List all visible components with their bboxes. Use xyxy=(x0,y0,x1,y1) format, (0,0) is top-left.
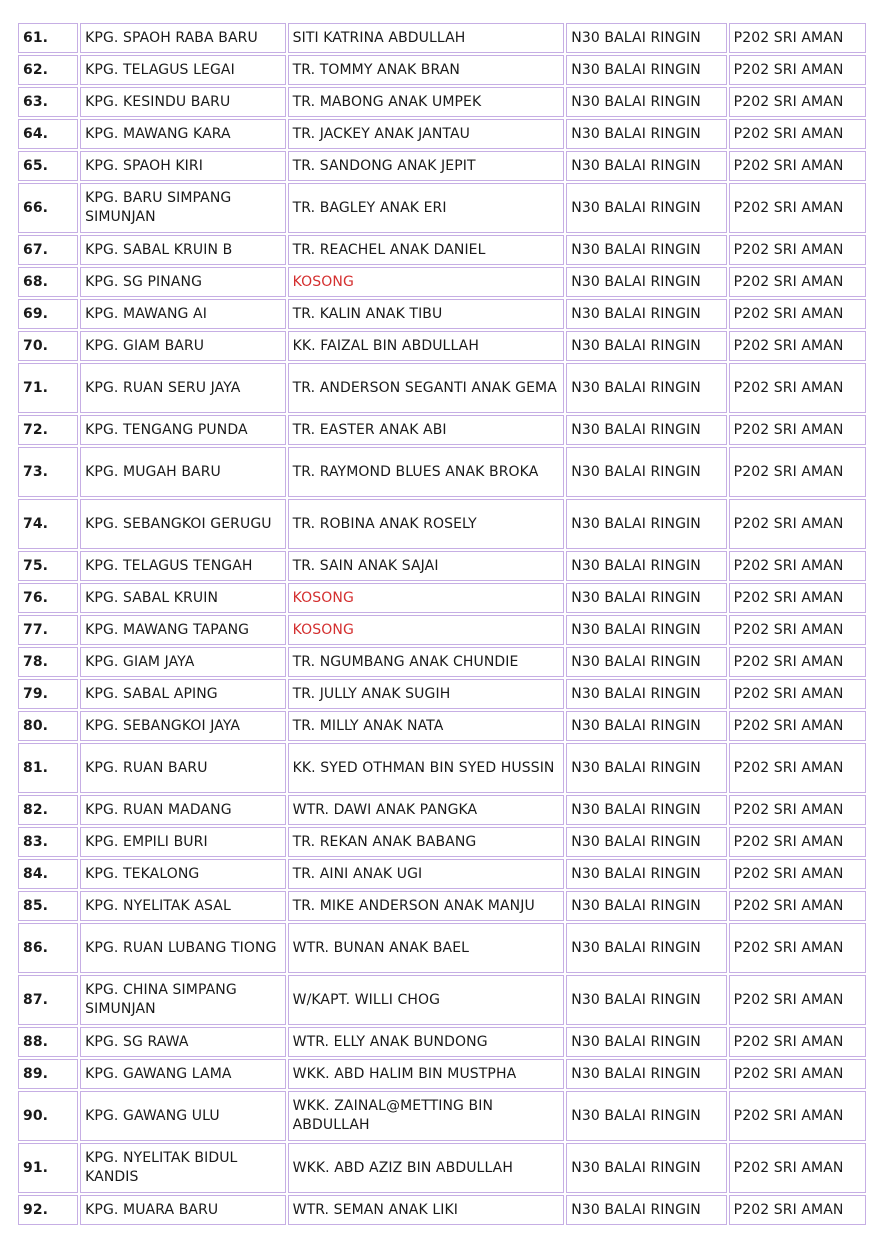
state-constituency: N30 BALAI RINGIN xyxy=(566,1195,726,1225)
row-number: 71. xyxy=(18,363,78,413)
state-constituency: N30 BALAI RINGIN xyxy=(566,87,726,117)
state-constituency: N30 BALAI RINGIN xyxy=(566,679,726,709)
state-constituency: N30 BALAI RINGIN xyxy=(566,119,726,149)
row-number: 77. xyxy=(18,615,78,645)
parliament-constituency: P202 SRI AMAN xyxy=(729,1059,866,1089)
parliament-constituency: P202 SRI AMAN xyxy=(729,235,866,265)
village-name: KPG. SG PINANG xyxy=(80,267,285,297)
table-row xyxy=(18,795,866,825)
village-name: KPG. GIAM BARU xyxy=(80,331,285,361)
row-number: 87. xyxy=(18,975,78,1025)
row-number: 74. xyxy=(18,499,78,549)
village-name: KPG. SEBANGKOI JAYA xyxy=(80,711,285,741)
table-row xyxy=(18,679,866,709)
parliament-constituency: P202 SRI AMAN xyxy=(729,183,866,233)
head-name: TR. MILLY ANAK NATA xyxy=(288,711,565,741)
parliament-constituency: P202 SRI AMAN xyxy=(729,267,866,297)
village-name: KPG. SABAL KRUIN xyxy=(80,583,285,613)
parliament-constituency: P202 SRI AMAN xyxy=(729,679,866,709)
head-name: WKK. ABD HALIM BIN MUSTPHA xyxy=(288,1059,565,1089)
row-number: 72. xyxy=(18,415,78,445)
row-number: 82. xyxy=(18,795,78,825)
row-number: 70. xyxy=(18,331,78,361)
state-constituency: N30 BALAI RINGIN xyxy=(566,743,726,793)
row-number: 73. xyxy=(18,447,78,497)
state-constituency: N30 BALAI RINGIN xyxy=(566,1143,726,1193)
head-name: TR. REACHEL ANAK DANIEL xyxy=(288,235,565,265)
parliament-constituency: P202 SRI AMAN xyxy=(729,119,866,149)
village-name: KPG. SABAL KRUIN B xyxy=(80,235,285,265)
village-name: KPG. MUARA BARU xyxy=(80,1195,285,1225)
head-name: KOSONG xyxy=(288,267,565,297)
parliament-constituency: P202 SRI AMAN xyxy=(729,499,866,549)
row-number: 92. xyxy=(18,1195,78,1225)
table-row xyxy=(18,711,866,741)
head-name: SITI KATRINA ABDULLAH xyxy=(288,23,565,53)
village-name: KPG. RUAN BARU xyxy=(80,743,285,793)
table-row xyxy=(18,975,866,1025)
parliament-constituency: P202 SRI AMAN xyxy=(729,859,866,889)
state-constituency: N30 BALAI RINGIN xyxy=(566,55,726,85)
row-number: 67. xyxy=(18,235,78,265)
head-name: TR. ANDERSON SEGANTI ANAK GEMA xyxy=(288,363,565,413)
village-name: KPG. MAWANG AI xyxy=(80,299,285,329)
state-constituency: N30 BALAI RINGIN xyxy=(566,363,726,413)
table-row xyxy=(18,363,866,413)
head-name: WKK. ABD AZIZ BIN ABDULLAH xyxy=(288,1143,565,1193)
head-name: KK. SYED OTHMAN BIN SYED HUSSIN xyxy=(288,743,565,793)
state-constituency: N30 BALAI RINGIN xyxy=(566,551,726,581)
state-constituency: N30 BALAI RINGIN xyxy=(566,891,726,921)
row-number: 62. xyxy=(18,55,78,85)
table-row xyxy=(18,447,866,497)
village-name: KPG. MUGAH BARU xyxy=(80,447,285,497)
head-name: WTR. BUNAN ANAK BAEL xyxy=(288,923,565,973)
village-name: KPG. RUAN LUBANG TIONG xyxy=(80,923,285,973)
head-name: TR. JACKEY ANAK JANTAU xyxy=(288,119,565,149)
table-row xyxy=(18,1195,866,1225)
table-row xyxy=(18,415,866,445)
head-name: WTR. ELLY ANAK BUNDONG xyxy=(288,1027,565,1057)
state-constituency: N30 BALAI RINGIN xyxy=(566,975,726,1025)
table-row xyxy=(18,891,866,921)
head-name: TR. MABONG ANAK UMPEK xyxy=(288,87,565,117)
table-row xyxy=(18,183,866,233)
table-row xyxy=(18,647,866,677)
head-name: TR. RAYMOND BLUES ANAK BROKA xyxy=(288,447,565,497)
table-row xyxy=(18,615,866,645)
row-number: 68. xyxy=(18,267,78,297)
head-name: KOSONG xyxy=(288,615,565,645)
village-name: KPG. SG RAWA xyxy=(80,1027,285,1057)
head-name: TR. JULLY ANAK SUGIH xyxy=(288,679,565,709)
table-row xyxy=(18,859,866,889)
parliament-constituency: P202 SRI AMAN xyxy=(729,55,866,85)
parliament-constituency: P202 SRI AMAN xyxy=(729,615,866,645)
head-name: TR. AINI ANAK UGI xyxy=(288,859,565,889)
parliament-constituency: P202 SRI AMAN xyxy=(729,363,866,413)
village-name: KPG. TENGANG PUNDA xyxy=(80,415,285,445)
table-row xyxy=(18,1143,866,1193)
parliament-constituency: P202 SRI AMAN xyxy=(729,891,866,921)
state-constituency: N30 BALAI RINGIN xyxy=(566,827,726,857)
village-name: KPG. SABAL APING xyxy=(80,679,285,709)
head-name: TR. SANDONG ANAK JEPIT xyxy=(288,151,565,181)
row-number: 63. xyxy=(18,87,78,117)
village-name: KPG. RUAN MADANG xyxy=(80,795,285,825)
village-name: KPG. GAWANG LAMA xyxy=(80,1059,285,1089)
village-name: KPG. BARU SIMPANG SIMUNJAN xyxy=(80,183,285,233)
head-name: KOSONG xyxy=(288,583,565,613)
table-row xyxy=(18,235,866,265)
table-row xyxy=(18,87,866,117)
head-name: WTR. DAWI ANAK PANGKA xyxy=(288,795,565,825)
parliament-constituency: P202 SRI AMAN xyxy=(729,743,866,793)
parliament-constituency: P202 SRI AMAN xyxy=(729,299,866,329)
row-number: 65. xyxy=(18,151,78,181)
parliament-constituency: P202 SRI AMAN xyxy=(729,711,866,741)
head-name: WKK. ZAINAL@METTING BIN ABDULLAH xyxy=(288,1091,565,1141)
state-constituency: N30 BALAI RINGIN xyxy=(566,267,726,297)
state-constituency: N30 BALAI RINGIN xyxy=(566,151,726,181)
state-constituency: N30 BALAI RINGIN xyxy=(566,647,726,677)
parliament-constituency: P202 SRI AMAN xyxy=(729,23,866,53)
parliament-constituency: P202 SRI AMAN xyxy=(729,647,866,677)
head-name: TR. TOMMY ANAK BRAN xyxy=(288,55,565,85)
village-name: KPG. NYELITAK BIDUL KANDIS xyxy=(80,1143,285,1193)
parliament-constituency: P202 SRI AMAN xyxy=(729,151,866,181)
village-name: KPG. SPAOH RABA BARU xyxy=(80,23,285,53)
state-constituency: N30 BALAI RINGIN xyxy=(566,183,726,233)
village-name: KPG. SEBANGKOI GERUGU xyxy=(80,499,285,549)
head-name: TR. KALIN ANAK TIBU xyxy=(288,299,565,329)
state-constituency: N30 BALAI RINGIN xyxy=(566,1027,726,1057)
village-name: KPG. SPAOH KIRI xyxy=(80,151,285,181)
head-name: TR. NGUMBANG ANAK CHUNDIE xyxy=(288,647,565,677)
state-constituency: N30 BALAI RINGIN xyxy=(566,1091,726,1141)
village-name: KPG. CHINA SIMPANG SIMUNJAN xyxy=(80,975,285,1025)
row-number: 90. xyxy=(18,1091,78,1141)
parliament-constituency: P202 SRI AMAN xyxy=(729,331,866,361)
table-row xyxy=(18,299,866,329)
state-constituency: N30 BALAI RINGIN xyxy=(566,299,726,329)
head-name: W/KAPT. WILLI CHOG xyxy=(288,975,565,1025)
row-number: 76. xyxy=(18,583,78,613)
table-row xyxy=(18,151,866,181)
head-name: WTR. SEMAN ANAK LIKI xyxy=(288,1195,565,1225)
head-name: TR. EASTER ANAK ABI xyxy=(288,415,565,445)
state-constituency: N30 BALAI RINGIN xyxy=(566,583,726,613)
table-row xyxy=(18,551,866,581)
parliament-constituency: P202 SRI AMAN xyxy=(729,1091,866,1141)
village-name: KPG. NYELITAK ASAL xyxy=(80,891,285,921)
village-name: KPG. EMPILI BURI xyxy=(80,827,285,857)
state-constituency: N30 BALAI RINGIN xyxy=(566,795,726,825)
document-page xyxy=(16,21,868,1227)
row-number: 66. xyxy=(18,183,78,233)
head-name: TR. REKAN ANAK BABANG xyxy=(288,827,565,857)
state-constituency: N30 BALAI RINGIN xyxy=(566,615,726,645)
parliament-constituency: P202 SRI AMAN xyxy=(729,923,866,973)
table-row xyxy=(18,23,866,53)
head-name: TR. BAGLEY ANAK ERI xyxy=(288,183,565,233)
head-name: TR. MIKE ANDERSON ANAK MANJU xyxy=(288,891,565,921)
row-number: 91. xyxy=(18,1143,78,1193)
table-row xyxy=(18,1059,866,1089)
row-number: 79. xyxy=(18,679,78,709)
state-constituency: N30 BALAI RINGIN xyxy=(566,923,726,973)
village-head-table xyxy=(16,21,868,1227)
village-name: KPG. TEKALONG xyxy=(80,859,285,889)
row-number: 69. xyxy=(18,299,78,329)
state-constituency: N30 BALAI RINGIN xyxy=(566,711,726,741)
parliament-constituency: P202 SRI AMAN xyxy=(729,795,866,825)
table-row xyxy=(18,119,866,149)
row-number: 61. xyxy=(18,23,78,53)
row-number: 80. xyxy=(18,711,78,741)
row-number: 64. xyxy=(18,119,78,149)
table-row xyxy=(18,923,866,973)
parliament-constituency: P202 SRI AMAN xyxy=(729,415,866,445)
head-name: TR. SAIN ANAK SAJAI xyxy=(288,551,565,581)
parliament-constituency: P202 SRI AMAN xyxy=(729,1143,866,1193)
state-constituency: N30 BALAI RINGIN xyxy=(566,235,726,265)
parliament-constituency: P202 SRI AMAN xyxy=(729,87,866,117)
village-name: KPG. MAWANG KARA xyxy=(80,119,285,149)
head-name: KK. FAIZAL BIN ABDULLAH xyxy=(288,331,565,361)
row-number: 85. xyxy=(18,891,78,921)
parliament-constituency: P202 SRI AMAN xyxy=(729,447,866,497)
village-name: KPG. KESINDU BARU xyxy=(80,87,285,117)
state-constituency: N30 BALAI RINGIN xyxy=(566,499,726,549)
parliament-constituency: P202 SRI AMAN xyxy=(729,827,866,857)
village-name: KPG. RUAN SERU JAYA xyxy=(80,363,285,413)
table-row xyxy=(18,331,866,361)
village-name: KPG. GAWANG ULU xyxy=(80,1091,285,1141)
village-name: KPG. TELAGUS LEGAI xyxy=(80,55,285,85)
row-number: 83. xyxy=(18,827,78,857)
table-row xyxy=(18,827,866,857)
parliament-constituency: P202 SRI AMAN xyxy=(729,583,866,613)
row-number: 89. xyxy=(18,1059,78,1089)
row-number: 86. xyxy=(18,923,78,973)
parliament-constituency: P202 SRI AMAN xyxy=(729,975,866,1025)
village-name: KPG. TELAGUS TENGAH xyxy=(80,551,285,581)
table-row xyxy=(18,1091,866,1141)
parliament-constituency: P202 SRI AMAN xyxy=(729,551,866,581)
state-constituency: N30 BALAI RINGIN xyxy=(566,1059,726,1089)
row-number: 84. xyxy=(18,859,78,889)
table-row xyxy=(18,267,866,297)
table-row xyxy=(18,743,866,793)
village-name: KPG. GIAM JAYA xyxy=(80,647,285,677)
parliament-constituency: P202 SRI AMAN xyxy=(729,1195,866,1225)
state-constituency: N30 BALAI RINGIN xyxy=(566,859,726,889)
table-row xyxy=(18,55,866,85)
state-constituency: N30 BALAI RINGIN xyxy=(566,415,726,445)
state-constituency: N30 BALAI RINGIN xyxy=(566,447,726,497)
table-row xyxy=(18,1027,866,1057)
head-name: TR. ROBINA ANAK ROSELY xyxy=(288,499,565,549)
table-row xyxy=(18,499,866,549)
row-number: 75. xyxy=(18,551,78,581)
table-row xyxy=(18,583,866,613)
state-constituency: N30 BALAI RINGIN xyxy=(566,331,726,361)
parliament-constituency: P202 SRI AMAN xyxy=(729,1027,866,1057)
row-number: 78. xyxy=(18,647,78,677)
table-body xyxy=(18,23,866,1225)
village-name: KPG. MAWANG TAPANG xyxy=(80,615,285,645)
row-number: 81. xyxy=(18,743,78,793)
state-constituency: N30 BALAI RINGIN xyxy=(566,23,726,53)
row-number: 88. xyxy=(18,1027,78,1057)
